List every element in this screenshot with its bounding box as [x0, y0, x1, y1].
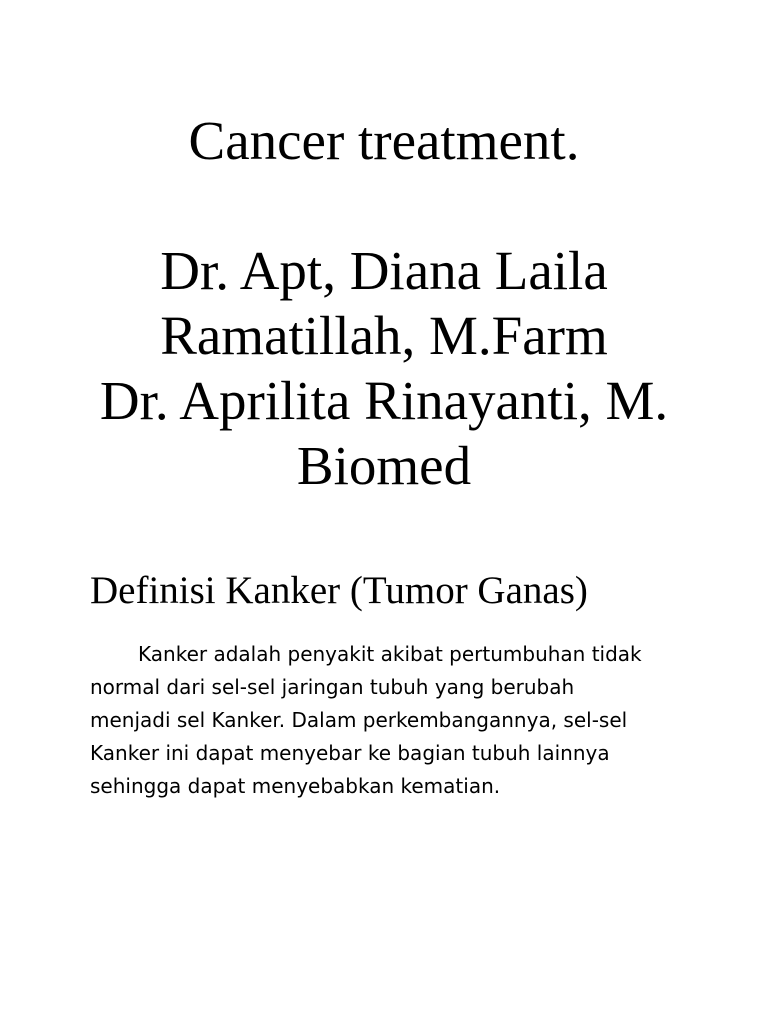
document-title: Cancer treatment.	[188, 110, 580, 171]
section-heading: Definisi Kanker (Tumor Ganas)	[90, 569, 588, 612]
definition-paragraph	[90, 638, 730, 803]
title-spacer	[40, 173, 728, 238]
paragraph-line-2: normal dari sel-sel jaringan tubuh yang berubah	[90, 675, 575, 699]
paragraph-line-1: Kanker adalah penyakit akibat pertumbuhan tidak	[138, 642, 642, 666]
author-line-4: Biomed	[296, 435, 472, 496]
paragraph-line-4: Kanker ini dapat menyebar ke bagian tubuh lainnya	[90, 741, 610, 765]
author-line-3: Dr. Aprilita Rinayanti, M.	[99, 370, 669, 431]
paragraph-line-5: sehingga dapat menyebabkan kematian.	[90, 774, 501, 798]
author-line-1: Dr. Apt, Diana Laila	[160, 240, 608, 301]
author-line-2: Ramatillah, M.Farm	[160, 305, 608, 366]
paragraph-line-3: menjadi sel Kanker. Dalam perkembangannya, sel-sel	[90, 708, 628, 732]
title-block	[40, 108, 728, 498]
